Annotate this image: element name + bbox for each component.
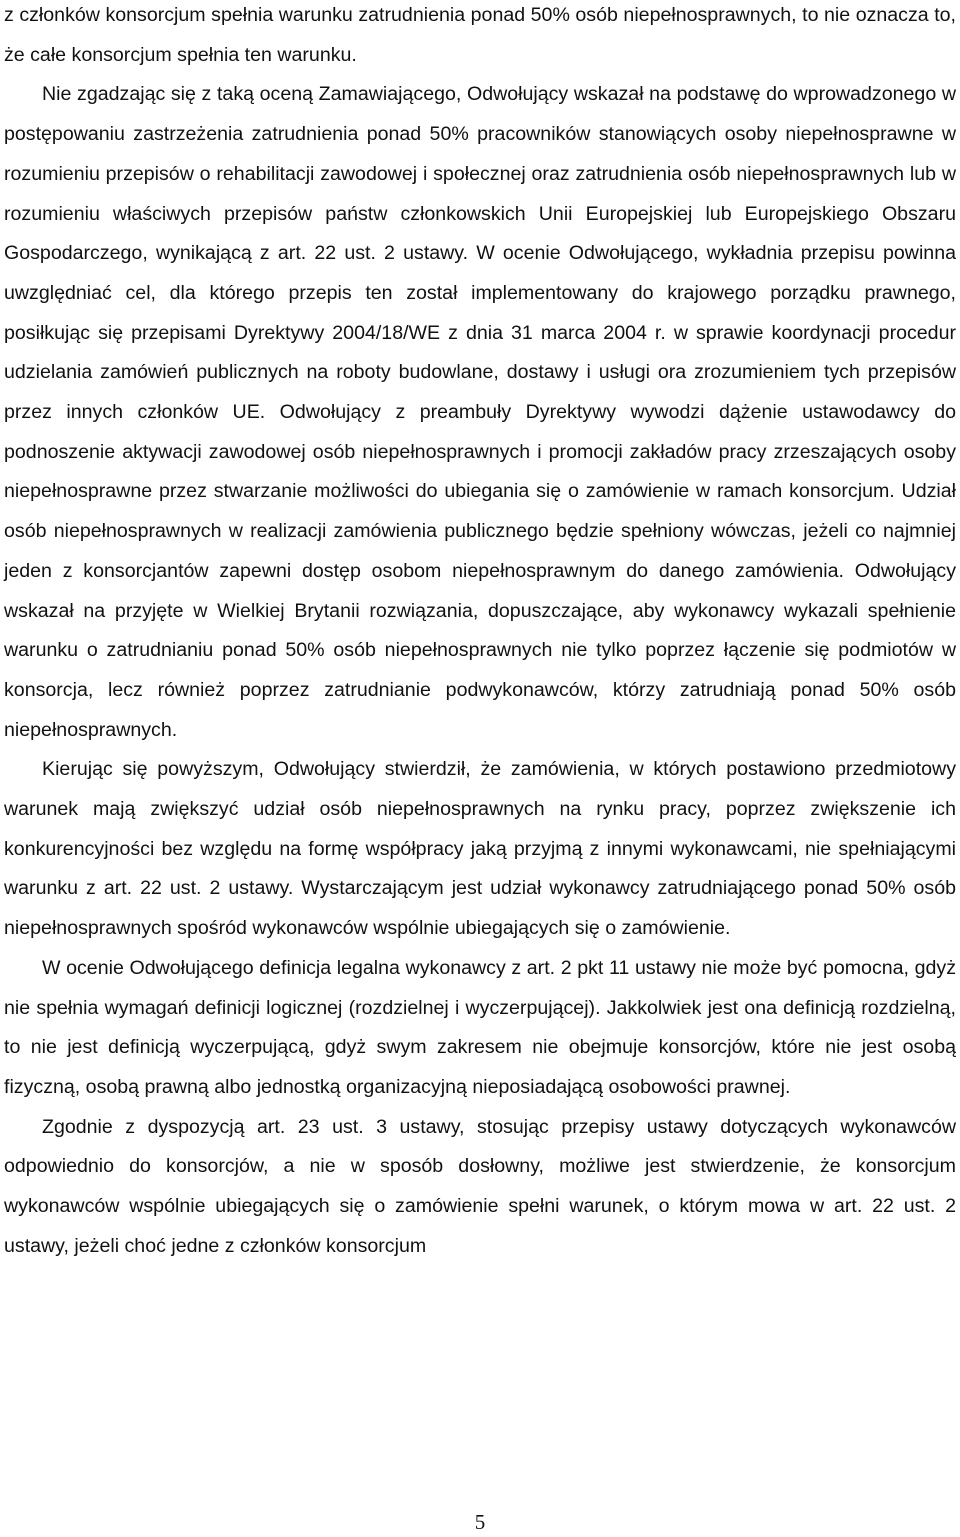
paragraph-legal-definition: W ocenie Odwołującego definicja legalna wykonawcy z art. 2 pkt 11 ustawy nie może być pomocna, gdyż nie spełnia wymagań definicji logicznej (rozdzielnej i wyczerpującej). Jakkolwiek jest ona definicją rozdzielną, to nie jest definicją wyczerpującą, gdyż swym zakresem nie obejmuje konsorcjów, które nie jest osobą fizyczną, osobą prawną albo jednostką organizacyjną nieposiadającą osobowości prawnej. xyxy=(4,956,956,1098)
paragraph-conclusion: Kierując się powyższym, Odwołujący stwierdził, że zamówienia, w których postawiono przedmiotowy warunek mają zwiększyć udział osób niepełnosprawnych na rynku pracy, poprzez zwiększenie ich konkurencyjności bez względu na formę współpracy jaką przyjmą z innymi wykonawcami, nie spełniającymi warunku z art. 22 ust. 2 ustawy. Wystarczającym jest udział wykonawcy zatrudniającego ponad 50% osób niepełnosprawnych spośród wykonawców wspólnie ubiegających się o zamówienie. xyxy=(4,758,956,940)
paragraph-objection-basis: Nie zgadzając się z taką oceną Zamawiającego, Odwołujący wskazał na podstawę do wprowadzonego w postępowaniu zastrzeżenia zatrudnienia ponad 50% pracowników stanowiących osoby niepełnosprawne w rozumieniu przepisów o rehabilitacji zawodowej i społecznej oraz zatrudnienia osób niepełnosprawnych lub w rozumieniu właściwych przepisów państw członkowskich Unii Europejskiej lub Europejskiego Obszaru Gospodarczego, wynikającą z art. 22 ust. 2 ustawy. W ocenie Odwołującego, wykładnia przepisu powinna uwzględniać cel, dla którego przepis ten został implementowany do krajowego porządku prawnego, posiłkując się przepisami Dyrektywy 2004/18/WE z dnia 31 marca 2004 r. w sprawie koordynacji procedur udzielania zamówień publicznych na roboty budowlane, dostawy i usługi ora zrozumieniem tych przepisów przez innych członków UE. Odwołujący z preambuły Dyrektywy wywodzi dążenie ustawodawcy do podnoszenie aktywacji zawodowej osób niepełnosprawnych i promocji zakładów pracy zrzeszających osoby niepełnosprawne przez stwarzanie możliwości do ubiegania się o zamówienie w ramach konsorcjum. Udział osób niepełnosprawnych w realizacji zamówienia publicznego będzie spełniony wówczas, jeżeli co najmniej jeden z konsorcjantów zapewni dostęp osobom niepełnosprawnym do danego zamówienia. Odwołujący wskazał na przyjęte w Wielkiej Brytanii rozwiązania, dopuszczające, aby wykonawcy wykazali spełnienie warunku o zatrudnianiu ponad 50% osób niepełnosprawnych nie tylko poprzez łączenie się podmiotów w konsorcja, lecz również poprzez zatrudnianie podwykonawców, którzy zatrudniają ponad 50% osób niepełnosprawnych. xyxy=(4,83,956,741)
paragraph-continued: z członków konsorcjum spełnia warunku zatrudnienia ponad 50% osób niepełnosprawnych, to nie oznacza to, że całe konsorcjum spełnia ten warunku. xyxy=(4,4,956,66)
document-body xyxy=(4,0,956,1267)
paragraph-disposition: Zgodnie z dyspozycją art. 23 ust. 3 ustawy, stosując przepisy ustawy dotyczących wykonawców odpowiednio do konsorcjów, a nie w sposób dosłowny, możliwe jest stwierdzenie, że konsorcjum wykonawców wspólnie ubiegających się o zamówienie spełni warunek, o którym mowa w art. 22 ust. 2 ustawy, jeżeli choć jedne z członków konsorcjum xyxy=(4,1115,956,1257)
page-number: 5 xyxy=(474,1510,486,1534)
